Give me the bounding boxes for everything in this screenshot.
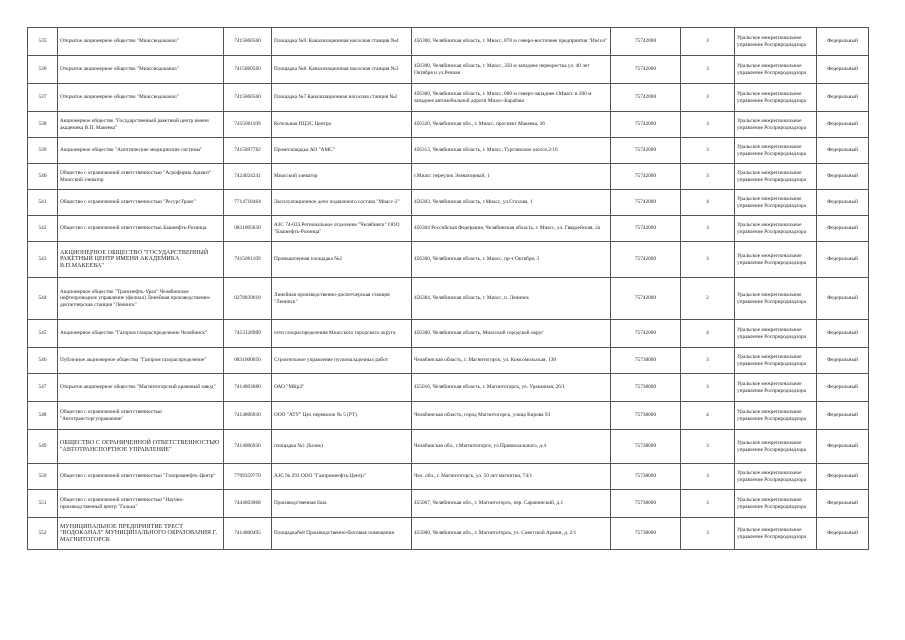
row-number-cell: 550	[28, 464, 58, 490]
category-cell: 3	[681, 28, 735, 56]
oktmo-cell: 75742000	[611, 84, 681, 112]
table-row	[28, 464, 869, 490]
object-name-cell: Производственная база	[272, 490, 412, 518]
row-number-cell: 537	[28, 84, 58, 112]
row-number-cell: 548	[28, 402, 58, 430]
category-cell: 3	[681, 430, 735, 464]
category-cell: 3	[681, 56, 735, 84]
authority-cell: Уральское межрегиональное управление Росприроднадзора	[735, 320, 817, 348]
inn-cell: 7709359770	[224, 464, 272, 490]
row-number-cell: 546	[28, 348, 58, 374]
table-row	[28, 348, 869, 374]
oktmo-cell: 75742000	[611, 216, 681, 242]
authority-cell: Уральское межрегиональное управление Росприроднадзора	[735, 348, 817, 374]
supervision-level-cell: Федеральный	[817, 402, 869, 430]
table-body	[28, 28, 869, 550]
oktmo-cell: 75742000	[611, 190, 681, 216]
organization-cell: Общество с ограниченной ответственностью "Научно-производственный центр "Галька"	[58, 490, 224, 518]
supervision-level-cell: Федеральный	[817, 374, 869, 402]
supervision-level-cell: Федеральный	[817, 518, 869, 550]
authority-cell: Уральское межрегиональное управление Росприроднадзора	[735, 216, 817, 242]
address-cell: 456300, Челябинская область, Миасский городской округ	[412, 320, 611, 348]
authority-cell: Уральское межрегиональное управление Росприроднадзора	[735, 518, 817, 550]
category-cell: 4	[681, 320, 735, 348]
inn-cell: 7414000495	[224, 518, 272, 550]
authority-cell: Уральское межрегиональное управление Росприроднадзора	[735, 164, 817, 190]
address-cell: Челябинская область, г. Магнитогорск, ул. Комсомольская, 130	[412, 348, 611, 374]
inn-cell: 7415061109	[224, 242, 272, 278]
object-name-cell: ОАО "МКрЗ"	[272, 374, 412, 402]
row-number-cell: 543	[28, 242, 58, 278]
supervision-level-cell: Федеральный	[817, 464, 869, 490]
row-number-cell: 549	[28, 430, 58, 464]
category-cell: 3	[681, 374, 735, 402]
row-number-cell: 545	[28, 320, 58, 348]
organization-cell: Публичное акционерное общество "Газпром газораспределение"	[58, 348, 224, 374]
table-row	[28, 216, 869, 242]
organization-cell: Общество с ограниченной ответственностью "Агрофирма Ариант" Миасский элеватор	[58, 164, 224, 190]
inn-cell: 7415060560	[224, 28, 272, 56]
category-cell: 3	[681, 138, 735, 164]
supervision-level-cell: Федеральный	[817, 348, 869, 374]
oktmo-cell: 75738000	[611, 464, 681, 490]
oktmo-cell: 75738000	[611, 348, 681, 374]
organization-cell: Открытое акционерное общество "Миассводоканал"	[58, 28, 224, 56]
oktmo-cell: 75742000	[611, 278, 681, 320]
address-cell: Чел. обл., г. Магнитогорск, ул. 50 лет магнитки, 74/1	[412, 464, 611, 490]
object-name-cell: ООО "АТУ" Цех перевозок № 5 (РТ)	[272, 402, 412, 430]
object-name-cell: Площадка №8. Канализационная насосная станция №3	[272, 56, 412, 84]
supervision-level-cell: Федеральный	[817, 242, 869, 278]
row-number-cell: 541	[28, 190, 58, 216]
address-cell: 456300, Челябинская область, г. Миасс, 350 м западнее перекрестка ул. 40 лет Октября и ул.Речная	[412, 56, 611, 84]
object-name-cell: Линейная производственно-диспетчерская станция "Ленинск"	[272, 278, 412, 320]
object-name-cell: Промышленная площадка №2	[272, 242, 412, 278]
organization-cell: Открытое акционерное общество "Миассводоканал"	[58, 84, 224, 112]
category-cell: 3	[681, 490, 735, 518]
organization-cell: МУНИЦИПАЛЬНОЕ ПРЕДПРИЯТИЕ ТРЕСТ "ВОДОКАНАЛ" МУНИЦИПАЛЬНОГО ОБРАЗОВАНИЯ Г. МАГНИТОГОРСК	[58, 518, 224, 550]
object-name-cell: Площадка№8 Производственно-бытовые помещения	[272, 518, 412, 550]
organization-cell: Общество с ограниченной ответственностью "Автотрансторгуправление"	[58, 402, 224, 430]
authority-cell: Уральское межрегиональное управление Росприроднадзора	[735, 430, 817, 464]
row-number-cell: 547	[28, 374, 58, 402]
oktmo-cell: 75742000	[611, 164, 681, 190]
oktmo-cell: 75742000	[611, 28, 681, 56]
row-number-cell: 535	[28, 28, 58, 56]
address-cell: 455016, Челябинская область, г. Магнитогорск, ул. Ураканная, 26/1	[412, 374, 611, 402]
supervision-level-cell: Федеральный	[817, 320, 869, 348]
inn-cell: 7424024241	[224, 164, 272, 190]
authority-cell: Уральское межрегиональное управление Росприроднадзора	[735, 56, 817, 84]
address-cell: 456300, Челябинская область, г. Миасс, 800 м северо-западнее г.Миасс и 200 м западнее автомобильной дороги Миасс-Карабаш	[412, 84, 611, 112]
object-name-cell: Промплощадка АО "АМС"	[272, 138, 412, 164]
object-name-cell: АЗС 74-033 Региональное отделение "Челябинск" ООО "Башнефть-Розница"	[272, 216, 412, 242]
supervision-level-cell: Федеральный	[817, 216, 869, 242]
object-name-cell: Строительное управление пусконаладочных работ	[272, 348, 412, 374]
category-cell: 3	[681, 112, 735, 138]
table-row	[28, 56, 869, 84]
supervision-level-cell: Федеральный	[817, 56, 869, 84]
address-cell: г.Миасс переулок Элеваторный, 1	[412, 164, 611, 190]
authority-cell: Уральское межрегиональное управление Росприроднадзора	[735, 28, 817, 56]
oktmo-cell: 75742000	[611, 112, 681, 138]
supervision-level-cell: Федеральный	[817, 28, 869, 56]
oktmo-cell: 75742000	[611, 320, 681, 348]
supervision-level-cell: Федеральный	[817, 164, 869, 190]
oktmo-cell: 75738000	[611, 518, 681, 550]
row-number-cell: 540	[28, 164, 58, 190]
category-cell: 3	[681, 348, 735, 374]
address-cell: Челябинская обл., г.Магнитогорск, ул.Привокзального, д.4	[412, 430, 611, 464]
table-row	[28, 190, 869, 216]
oktmo-cell: 75738000	[611, 430, 681, 464]
authority-cell: Уральское межрегиональное управление Росприроднадзора	[735, 278, 817, 320]
table-row	[28, 430, 869, 464]
inn-cell: 7714718464	[224, 190, 272, 216]
supervision-level-cell: Федеральный	[817, 430, 869, 464]
table-row	[28, 164, 869, 190]
inn-cell: 7415061109	[224, 112, 272, 138]
supervision-level-cell: Федеральный	[817, 278, 869, 320]
authority-cell: Уральское межрегиональное управление Росприроднадзора	[735, 138, 817, 164]
address-cell: 456304 Российская Федерация, Челябинская область, г. Миасс, ул. Гвардейская, 2а	[412, 216, 611, 242]
object-name-cell: площадка №1 (Базик)	[272, 430, 412, 464]
supervision-level-cell: Федеральный	[817, 138, 869, 164]
organization-cell: Открытое акционерное общество "Миассводоканал"	[58, 56, 224, 84]
inn-cell: 0831005630	[224, 216, 272, 242]
object-name-cell: АЗС № 293 ООО "Газпромнефть-Центр"	[272, 464, 412, 490]
category-cell: 2	[681, 278, 735, 320]
inn-cell: 7415060560	[224, 84, 272, 112]
authority-cell: Уральское межрегиональное управление Росприроднадзора	[735, 374, 817, 402]
oktmo-cell: 75738000	[611, 374, 681, 402]
address-cell: 456300, Челябинская область, г. Миасс, 870 м северо-восточнее предприятия "Инсол"	[412, 28, 611, 56]
table-row	[28, 138, 869, 164]
organization-cell: Общество с ограниченной ответственностью "РесурсТранс"	[58, 190, 224, 216]
inn-cell: 7415097782	[224, 138, 272, 164]
address-cell: 455007, Челябинская обл., г. Магнитогорск, пер. Сарапинский, д.1	[412, 490, 611, 518]
authority-cell: Уральское межрегиональное управление Росприроднадзора	[735, 112, 817, 138]
address-cell: 455000, Челябинская обл., г. Магнитогорск, ул. Советской Армии, д. 2/1	[412, 518, 611, 550]
category-cell: 3	[681, 84, 735, 112]
oktmo-cell: 75742000	[611, 138, 681, 164]
row-number-cell: 538	[28, 112, 58, 138]
authority-cell: Уральское межрегиональное управление Росприроднадзора	[735, 190, 817, 216]
address-cell: 456313, Челябинская область, г. Миасс, Тургоякское шоссе,2/16	[412, 138, 611, 164]
table-row	[28, 320, 869, 348]
table-row	[28, 518, 869, 550]
inn-cell: 7414006930	[224, 402, 272, 430]
table-row	[28, 278, 869, 320]
object-name-cell: Площадка №7 Канализационная насосная станция №2	[272, 84, 412, 112]
row-number-cell: 539	[28, 138, 58, 164]
address-cell: 456300, Челябинская область, г. Миасс, пр-т Октября, 3	[412, 242, 611, 278]
oktmo-cell: 75742000	[611, 56, 681, 84]
category-cell: 4	[681, 402, 735, 430]
organization-cell: Общество с ограниченной ответственностью "Газпромнефть-Центр"	[58, 464, 224, 490]
organization-cell: Общество с ограниченной ответственностью Башнефть-Розница	[58, 216, 224, 242]
address-cell: Челябинская область, город Магнитогорск, улица Кирова 93	[412, 402, 611, 430]
authority-cell: Уральское межрегиональное управление Росприроднадзора	[735, 242, 817, 278]
inn-cell: 7414003680	[224, 374, 272, 402]
object-name-cell: Котельная ПЦЭС Центра	[272, 112, 412, 138]
row-number-cell: 542	[28, 216, 58, 242]
oktmo-cell: 75738000	[611, 402, 681, 430]
category-cell: 3	[681, 242, 735, 278]
supervision-level-cell: Федеральный	[817, 190, 869, 216]
address-cell: 456303, Челябинская область, г.Миасс, ул.Стахова, 1	[412, 190, 611, 216]
object-name-cell: Площадка №9. Канализационная насосная станция №4	[272, 28, 412, 56]
row-number-cell: 536	[28, 56, 58, 84]
category-cell: 3	[681, 518, 735, 550]
object-name-cell: сети газораспределения Миасского городского округа	[272, 320, 412, 348]
supervision-level-cell: Федеральный	[817, 112, 869, 138]
authority-cell: Уральское межрегиональное управление Росприроднадзора	[735, 464, 817, 490]
inn-cell: 7444003068	[224, 490, 272, 518]
category-cell: 4	[681, 190, 735, 216]
table-row	[28, 112, 869, 138]
row-number-cell: 551	[28, 490, 58, 518]
oktmo-cell: 75738000	[611, 490, 681, 518]
authority-cell: Уральское межрегиональное управление Росприроднадзора	[735, 84, 817, 112]
table-row	[28, 84, 869, 112]
organization-cell: Открытое акционерное общество "Магнитогорский крановый завод"	[58, 374, 224, 402]
category-cell: 3	[681, 164, 735, 190]
inn-cell: 0831000050	[224, 348, 272, 374]
table-row	[28, 242, 869, 278]
organization-cell: Акционерное общество "Транснефть-Урал" Челябинское нефтепроводное управление (филиал) Линейная производственно-диспетчерская станция "Ленинск"	[58, 278, 224, 320]
authority-cell: Уральское межрегиональное управление Росприроднадзора	[735, 490, 817, 518]
category-cell: 3	[681, 216, 735, 242]
registry-table	[27, 27, 869, 550]
organization-cell: Акционерное общество "Асептические медицинские системы"	[58, 138, 224, 164]
row-number-cell: 544	[28, 278, 58, 320]
object-name-cell: Миасский элеватор	[272, 164, 412, 190]
inn-cell: 0278039018	[224, 278, 272, 320]
object-name-cell: Эксплуатационное депо подвижного состава "Миасс-2"	[272, 190, 412, 216]
supervision-level-cell: Федеральный	[817, 490, 869, 518]
address-cell: 456384, Челябинская область, г. Миасс, п. Ленинск	[412, 278, 611, 320]
table-row	[28, 28, 869, 56]
organization-cell: АКЦИОНЕРНОЕ ОБЩЕСТВО "ГОСУДАРСТВЕННЫЙ РАКЕТНЫЙ ЦЕНТР ИМЕНИ АКАДЕМИКА В.П.МАКЕЕВА"	[58, 242, 224, 278]
organization-cell: Акционерное общество "Газпром газораспределение Челябинск"	[58, 320, 224, 348]
organization-cell: Акционерное общество "Государственный ракетный центр имени академика В.П. Макеева"	[58, 112, 224, 138]
row-number-cell: 552	[28, 518, 58, 550]
category-cell: 3	[681, 464, 735, 490]
inn-cell: 7453128989	[224, 320, 272, 348]
inn-cell: 7415060560	[224, 56, 272, 84]
supervision-level-cell: Федеральный	[817, 84, 869, 112]
organization-cell: ОБЩЕСТВО С ОГРАНИЧЕННОЙ ОТВЕТСТВЕННОСТЬЮ "АВТОТРАНСПОРТНОЕ УПРАВЛЕНИЕ"	[58, 430, 224, 464]
authority-cell: Уральское межрегиональное управление Росприроднадзора	[735, 402, 817, 430]
table-row	[28, 402, 869, 430]
table-row	[28, 374, 869, 402]
inn-cell: 7414006930	[224, 430, 272, 464]
oktmo-cell: 75742000	[611, 242, 681, 278]
address-cell: 456320, Челябинская обл., г. Миасс, проспект Макеева, 36	[412, 112, 611, 138]
table-row	[28, 490, 869, 518]
